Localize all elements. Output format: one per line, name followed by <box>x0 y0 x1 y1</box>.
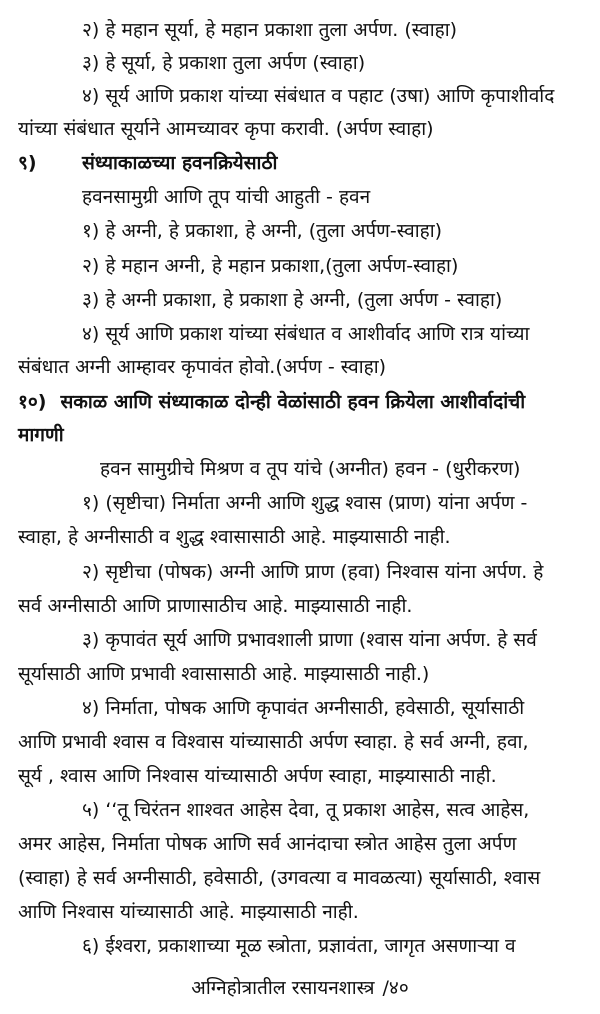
text-line: ४) सूर्य आणि प्रकाश यांच्या संबंधात व पहाट (उषा) आणि कृपाशीर्वाद <box>82 85 555 107</box>
section-number: ९) <box>18 152 37 174</box>
text-line: २) सृष्टीचा (पोषक) अग्नी आणि प्राण (हवा) निश्वास यांना अर्पण. हे <box>82 561 544 583</box>
text-line: ३) हे सूर्या, हे प्रकाशा तुला अर्पण (स्वाहा) <box>82 52 366 74</box>
section-title: सकाळ आणि संध्याकाळ दोन्ही वेळांसाठी हवन क्रियेला आशीर्वादांची <box>60 391 526 413</box>
text-line: सूर्य , श्वास आणि निश्वास यांच्यासाठी अर्पण स्वाहा, माझ्यासाठी नाही. <box>18 765 497 787</box>
section-title: संध्याकाळच्या हवनक्रियेसाठी <box>82 152 278 174</box>
section-heading-10 <box>0 386 600 418</box>
text-line: हवनसामुग्री आणि तूप यांची आहुती - हवन <box>82 186 371 208</box>
text-line: ४) निर्माता, पोषक आणि कृपावंत अग्नीसाठी, हवेसाठी, सूर्यासाठी <box>82 697 525 719</box>
text-line: ३) हे अग्नी प्रकाशा, हे प्रकाशा हे अग्नी, (तुला अर्पण - स्वाहा) <box>82 289 503 311</box>
text-line: १) हे अग्नी, हे प्रकाशा, हे अग्नी, (तुला अर्पण-स्वाहा) <box>82 220 443 242</box>
page-footer <box>0 972 600 1004</box>
text-line: अमर आहेस, निर्माता पोषक आणि सर्व आनंदाचा स्त्रोत आहेस तुला अर्पण <box>18 833 517 855</box>
text-line: ६) ईश्वरा, प्रकाशाच्या मूळ स्त्रोता, प्रज्ञावंता, जागृत असणाऱ्या व <box>82 935 516 957</box>
footer-page-number: /४० <box>382 977 409 999</box>
text-line: हवन सामुग्रीचे मिश्रण व तूप यांचे (अग्नीत) हवन - (धुरीकरण) <box>100 458 521 480</box>
text-line: स्वाहा, हे अग्नीसाठी व शुद्ध श्वासासाठी आहे. माझ्यासाठी नाही. <box>18 526 451 548</box>
text-line: ३) कृपावंत सूर्य आणि प्रभावशाली प्राणा (श्वास यांना अर्पण. हे सर्व <box>82 629 537 651</box>
text-line: २) हे महान अग्नी, हे महान प्रकाशा,(तुला अर्पण-स्वाहा) <box>82 255 459 277</box>
text-line: सूर्यासाठी आणि प्रभावी श्वासासाठी आहे. माझ्यासाठी नाही.) <box>18 663 430 685</box>
text-line: (स्वाहा) हे सर्व अग्नीसाठी, हवेसाठी, (उगवत्या व मावळत्या) सूर्यासाठी, श्वास <box>18 867 541 889</box>
section-heading-10-cont: मागणी <box>18 424 64 446</box>
section-number: १०) <box>18 391 47 413</box>
text-line: आणि प्रभावी श्वास व विश्वास यांच्यासाठी अर्पण स्वाहा. हे सर्व अग्नी, हवा, <box>18 731 529 753</box>
text-line: आणि निश्वास यांच्यासाठी आहे. माझ्यासाठी नाही. <box>18 901 359 923</box>
text-line: ५) ‘‘तू चिरंतन शाश्वत आहेस देवा, तू प्रकाश आहेस, सत्व आहेस, <box>82 799 530 821</box>
text-line: ४) सूर्य आणि प्रकाश यांच्या संबंधात व आशीर्वाद आणि रात्र यांच्या <box>82 323 530 345</box>
text-line: संबंधात अग्नी आम्हावर कृपावंत होवो.(अर्पण - स्वाहा) <box>18 356 387 378</box>
text-line: सर्व अग्नीसाठी आणि प्राणासाठीच आहे. माझ्यासाठी नाही. <box>18 595 413 617</box>
section-heading-9 <box>0 147 600 179</box>
text-line: १) (सृष्टीचा) निर्माता अग्नी आणि शुद्ध श्वास (प्राण) यांना अर्पण - <box>82 492 528 514</box>
footer-book-title: अग्निहोत्रातील रसायनशास्त्र <box>191 977 375 999</box>
text-line: यांच्या संबंधात सूर्याने आमच्यावर कृपा करावी. (अर्पण स्वाहा) <box>18 118 434 140</box>
text-line: २) हे महान सूर्या, हे महान प्रकाशा तुला अर्पण. (स्वाहा) <box>82 19 458 41</box>
